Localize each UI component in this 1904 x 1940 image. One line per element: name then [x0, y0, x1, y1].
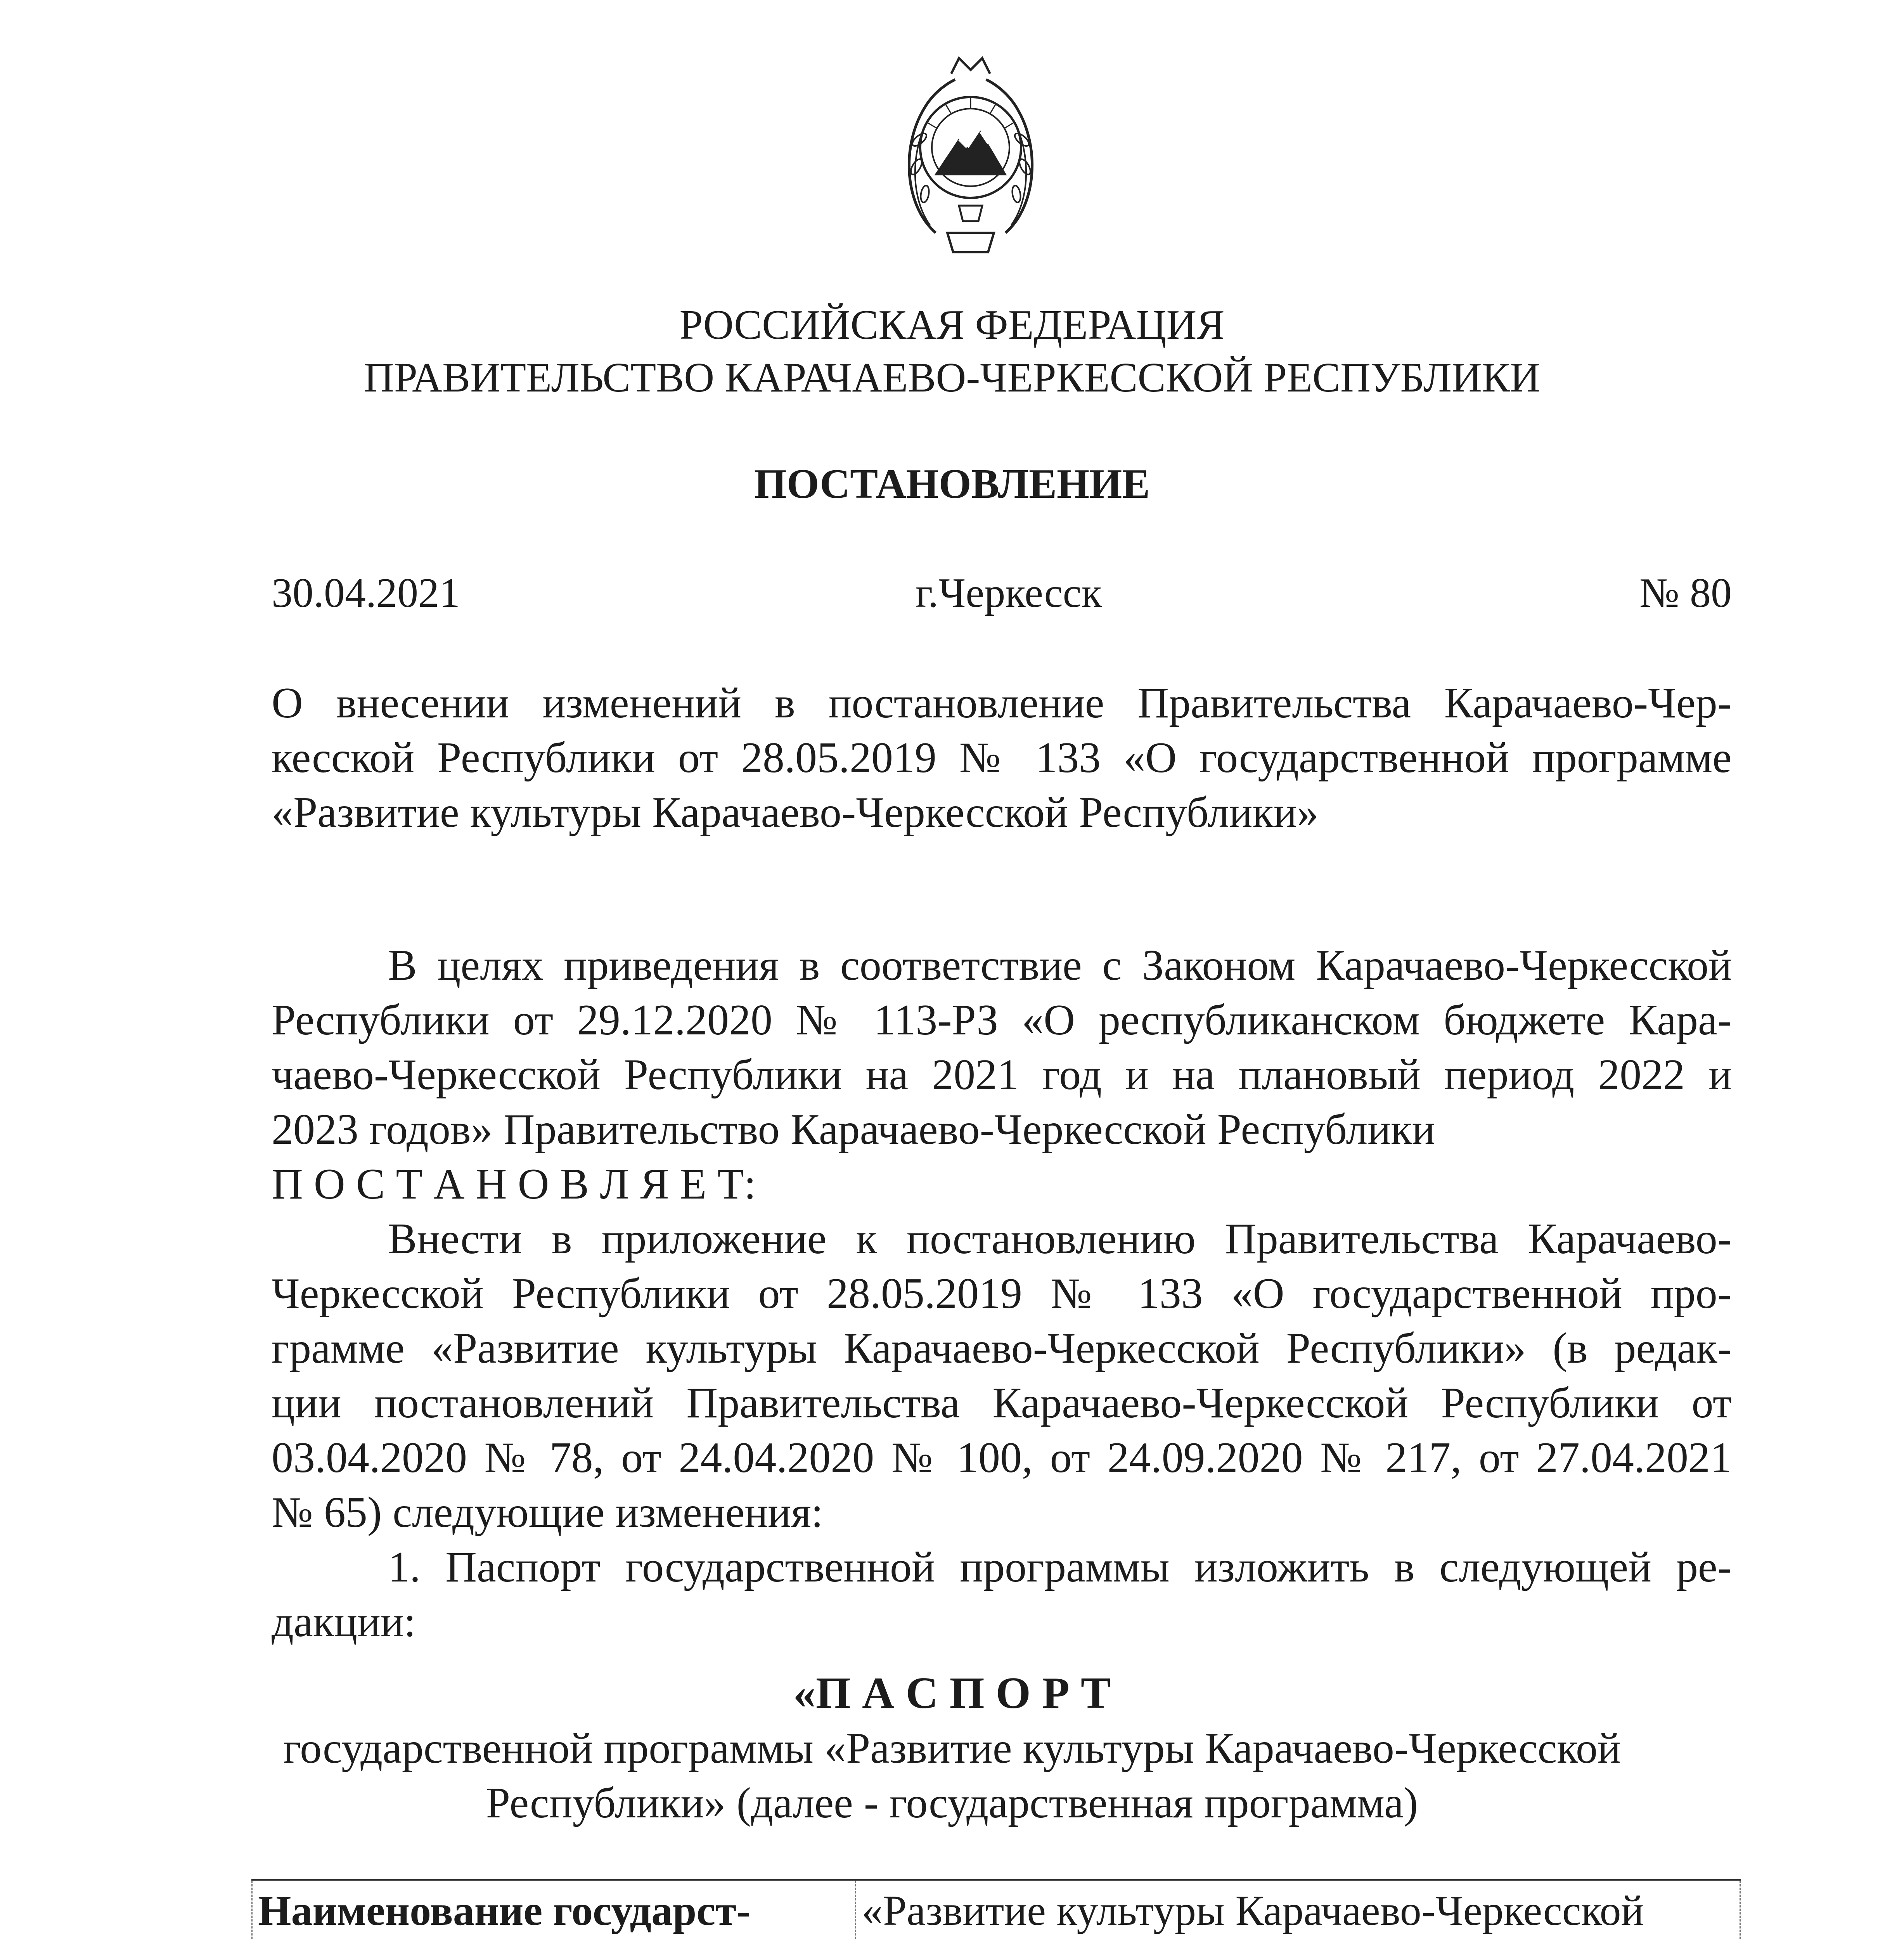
emblem [889, 50, 1052, 268]
row-value [856, 1880, 1740, 1940]
country-name: РОССИЙСКАЯ ФЕДЕРАЦИЯ [679, 302, 1225, 348]
body-line: 2023 годов» Правительство Карачаево-Черкесской Республики [272, 1105, 1435, 1154]
resolves-heading: П О С Т А Н О В Л Я Е Т: [272, 1160, 756, 1208]
document-date: 30.04.2021 [272, 570, 460, 616]
body-line: Республики от 29.12.2020 № 113-РЗ «О республиканском бюджете Кара- [272, 996, 1732, 1044]
body-line: ции постановлений Правительства Карачаево-Черкесской Республики от [272, 1379, 1732, 1427]
label-line: Наименование государст- [258, 1887, 751, 1934]
body-line: В целях приведения в соответствие с Законом Карачаево-Черкесской [388, 941, 1732, 989]
body-line: 03.04.2020 № 78, от 24.04.2020 № 100, от 24.09.2020 № 217, от 27.04.2021 [272, 1434, 1732, 1482]
body-line: грамме «Развитие культуры Карачаево-Черкесской Республики» (в редак- [272, 1324, 1732, 1372]
subject-line: кесской Республики от 28.05.2019 № 133 «О государственной программе [272, 734, 1732, 782]
passport-subtitle-line: государственной программы «Развитие культуры Карачаево-Черкесской [283, 1724, 1621, 1772]
value-line [862, 1937, 1734, 1940]
body-line: Внести в приложение к постановлению Правительства Карачаево- [388, 1215, 1732, 1263]
coat-of-arms-icon [889, 50, 1052, 268]
passport-title: «П А С П О Р Т [793, 1668, 1111, 1718]
body-line: чаево-Черкесской Республики на 2021 год и на плановый период 2022 и [272, 1051, 1732, 1099]
subject-line: О внесении изменений в постановление Правительства Карачаево-Чер- [272, 679, 1732, 727]
government-name: ПРАВИТЕЛЬСТВО КАРАЧАЕВО-ЧЕРКЕССКОЙ РЕСПУБЛИКИ [363, 355, 1541, 401]
body-line: 1. Паспорт государственной программы изложить в следующей ре- [388, 1543, 1732, 1591]
body-line: № 65) следующие изменения: [272, 1488, 823, 1536]
subject-line: «Развитие культуры Карачаево-Черкесской Республики» [272, 788, 1319, 837]
table-row [252, 1880, 1740, 1940]
row-label [252, 1880, 856, 1940]
label-line [258, 1937, 850, 1940]
document-type: ПОСТАНОВЛЕНИЕ [754, 461, 1150, 507]
body-line: дакции: [272, 1598, 416, 1646]
body-line: Черкесской Республики от 28.05.2019 № 133 «О государственной про- [272, 1270, 1732, 1318]
document-city: г.Черкесск [916, 570, 1102, 616]
document-number: № 80 [1639, 570, 1732, 616]
value-line: «Развитие культуры Карачаево-Черкесской [862, 1887, 1644, 1934]
passport-subtitle-line: Республики» (далее - государственная программа) [486, 1779, 1418, 1827]
passport-table [251, 1879, 1741, 1940]
